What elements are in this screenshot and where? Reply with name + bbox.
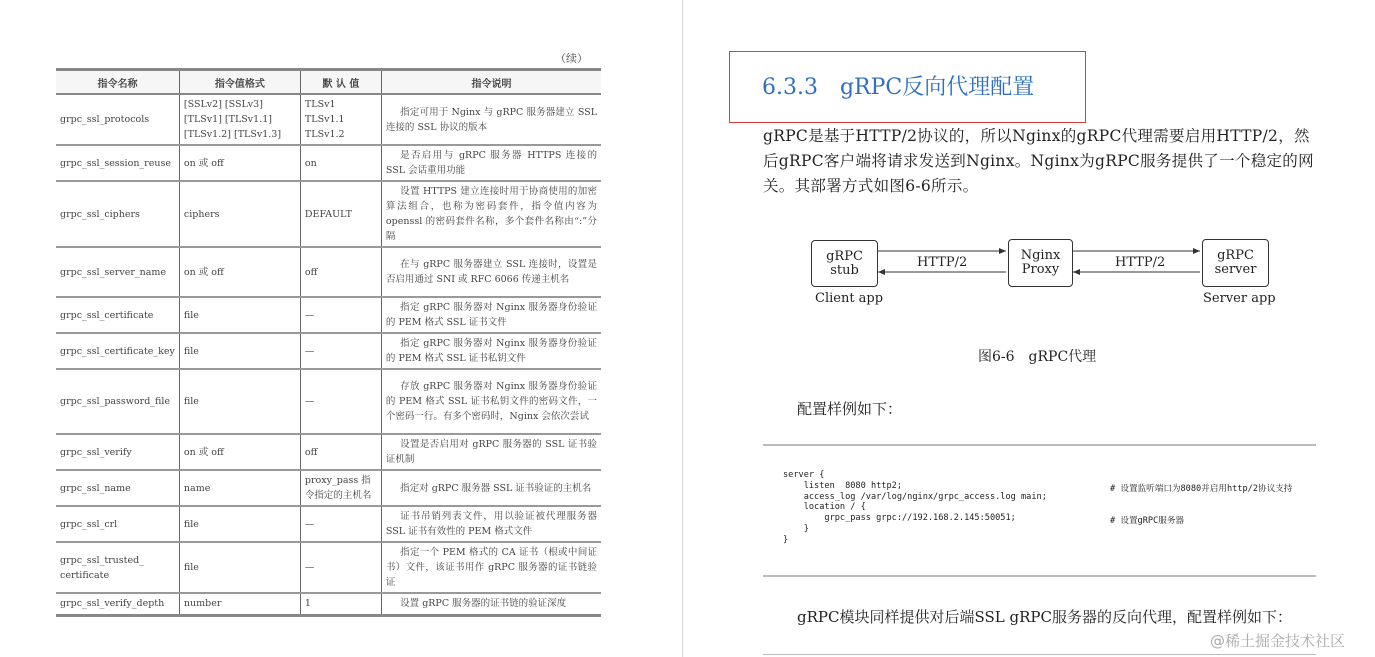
description-cell: 证书吊销列表文件，用以验证被代理服务器 SSL 证书有效性的 PEM 格式文件 — [381, 506, 601, 542]
value-format-cell: on 或 off — [179, 434, 300, 470]
section-title: 6.3.3 gRPC反向代理配置 — [762, 75, 1035, 100]
default-value-cell: — — [300, 542, 381, 593]
value-format-cell: file — [179, 542, 300, 593]
table-row — [56, 181, 601, 247]
table-row — [56, 434, 601, 470]
default-value-cell: — — [300, 297, 381, 333]
proxy-box-label: Nginx — [1020, 248, 1061, 263]
col-header: 指令名称 — [56, 70, 179, 95]
default-value-cell: proxy_pass 指令指定的主机名 — [300, 470, 381, 506]
directive-name-cell: grpc_ssl_verify_depth — [56, 593, 179, 615]
server-box-label: gRPC — [1217, 248, 1254, 263]
value-format-cell: ciphers — [179, 181, 300, 247]
value-format-cell: file — [179, 506, 300, 542]
description-cell: 指定 gRPC 服务器对 Nginx 服务器身份验证的 PEM 格式 SSL 证书私钥文件 — [381, 333, 601, 369]
table-row — [56, 506, 601, 542]
description-cell: 设置 gRPC 服务器的证书链的验证深度 — [381, 593, 601, 615]
col-header: 默 认 值 — [300, 70, 381, 95]
rule — [763, 654, 1316, 655]
value-format-cell: on 或 off — [179, 145, 300, 181]
directive-name-cell: grpc_ssl_ciphers — [56, 181, 179, 247]
default-value-cell: — — [300, 506, 381, 542]
client-box — [811, 240, 878, 287]
table-row — [56, 94, 601, 145]
value-format-cell: name — [179, 470, 300, 506]
value-format-cell: file — [179, 333, 300, 369]
table-row — [56, 297, 601, 333]
description-cell: 存放 gRPC 服务器对 Nginx 服务器身份验证的 PEM 格式 SSL 证书私钥文件的密码文件，一个密码一行。有多个密码时，Nginx 会依次尝试 — [381, 369, 601, 434]
default-value-cell: on — [300, 145, 381, 181]
link-label-left: HTTP/2 — [917, 255, 968, 270]
table-row — [56, 333, 601, 369]
table-row — [56, 542, 601, 593]
directive-name-cell: grpc_ssl_crl — [56, 506, 179, 542]
client-box-label: gRPC stub — [826, 248, 863, 278]
description-cell: 设置 HTTPS 建立连接时用于协商使用的加密算法组合，也称为密码套件，指令值内容为 openssl 的密码套件名称，多个套件名称由“:”分隔 — [381, 181, 601, 247]
value-format-cell: number — [179, 593, 300, 615]
body-paragraph: gRPC模块同样提供对后端SSL gRPC服务器的反向代理，配置样例如下： — [797, 608, 1292, 626]
directive-table — [56, 68, 601, 617]
code-block: server { listen 8080 http2; access_log /var/log/nginx/grpc_access.log main; location / { grpc_pass grpc://192.168.2.145:50051; } } — [783, 470, 1047, 545]
figure-caption: 图6-6 gRPC代理 — [978, 349, 1097, 365]
directive-name-cell: grpc_ssl_session_reuse — [56, 145, 179, 181]
default-value-cell: — — [300, 333, 381, 369]
code-rule-bottom — [763, 575, 1316, 577]
server-box — [1202, 239, 1269, 287]
value-format-cell: file — [179, 297, 300, 333]
description-cell: 设置是否启用对 gRPC 服务器的 SSL 证书验证机制 — [381, 434, 601, 470]
value-format-cell: on 或 off — [179, 247, 300, 297]
directive-name-cell: grpc_ssl_password_file — [56, 369, 179, 434]
directive-name-cell: grpc_ssl_certificate_key — [56, 333, 179, 369]
code-comment: # 设置监听端口为8080并启用http/2协议支持 — [1110, 484, 1293, 494]
default-value-cell: — — [300, 369, 381, 434]
value-format-cell: [SSLv2] [SSLv3] [TLSv1] [TLSv1.1] [TLSv1.2] [TLSv1.3] — [179, 94, 300, 145]
description-cell: 在与 gRPC 服务器建立 SSL 连接时，设置是否启用通过 SNI 或 RFC 6066 传递主机名 — [381, 247, 601, 297]
sample-intro: 配置样例如下： — [797, 400, 903, 418]
proxy-box — [1008, 239, 1073, 287]
directive-name-cell: grpc_ssl_certificate — [56, 297, 179, 333]
default-value-cell: off — [300, 247, 381, 297]
description-cell: 指定一个 PEM 格式的 CA 证书（根或中间证书）文件，该证书用作 gRPC 服务器的证书链验证 — [381, 542, 601, 593]
continued-label: （续） — [555, 52, 588, 65]
server-box-label: server — [1214, 262, 1257, 277]
table-row — [56, 470, 601, 506]
table-row — [56, 247, 601, 297]
directive-name-cell: grpc_ssl_server_name — [56, 247, 179, 297]
table-row — [56, 369, 601, 434]
description-cell: 指定对 gRPC 服务器 SSL 证书验证的主机名 — [381, 470, 601, 506]
directive-name-cell: grpc_ssl_protocols — [56, 94, 179, 145]
description-cell: 指定 gRPC 服务器对 Nginx 服务器身份验证的 PEM 格式 SSL 证书文件 — [381, 297, 601, 333]
code-comment: # 设置gRPC服务器 — [1110, 516, 1185, 526]
page-divider — [682, 0, 683, 657]
watermark: @稀土掘金技术社区 — [1210, 632, 1346, 650]
default-value-cell: off — [300, 434, 381, 470]
link-label-right: HTTP/2 — [1115, 255, 1166, 270]
table-row — [56, 145, 601, 181]
directive-name-cell: grpc_ssl_trusted_ certificate — [56, 542, 179, 593]
default-value-cell: 1 — [300, 593, 381, 615]
default-value-cell: DEFAULT — [300, 181, 381, 247]
directive-name-cell: grpc_ssl_name — [56, 470, 179, 506]
server-app-label: Server app — [1203, 291, 1276, 306]
proxy-box-label: Proxy — [1021, 262, 1060, 277]
code-rule-top — [763, 444, 1316, 446]
table-row — [56, 593, 601, 615]
value-format-cell: file — [179, 369, 300, 434]
col-header: 指令值格式 — [179, 70, 300, 95]
default-value-cell: TLSv1 TLSv1.1 TLSv1.2 — [300, 94, 381, 145]
description-cell: 指定可用于 Nginx 与 gRPC 服务器建立 SSL 连接的 SSL 协议的版本 — [381, 94, 601, 145]
body-paragraph: gRPC是基于HTTP/2协议的，所以Nginx的gRPC代理需要启用HTTP/2，然后gRPC客户端将请求发送到Nginx。Nginx为gRPC服务提供了一个稳定的网关。其部署方式如图6-6所示。 — [763, 127, 1314, 195]
client-app-label: Client app — [815, 291, 884, 306]
directive-name-cell: grpc_ssl_verify — [56, 434, 179, 470]
col-header: 指令说明 — [381, 70, 601, 95]
description-cell: 是否启用与 gRPC 服务器 HTTPS 连接的 SSL 会话重用功能 — [381, 145, 601, 181]
